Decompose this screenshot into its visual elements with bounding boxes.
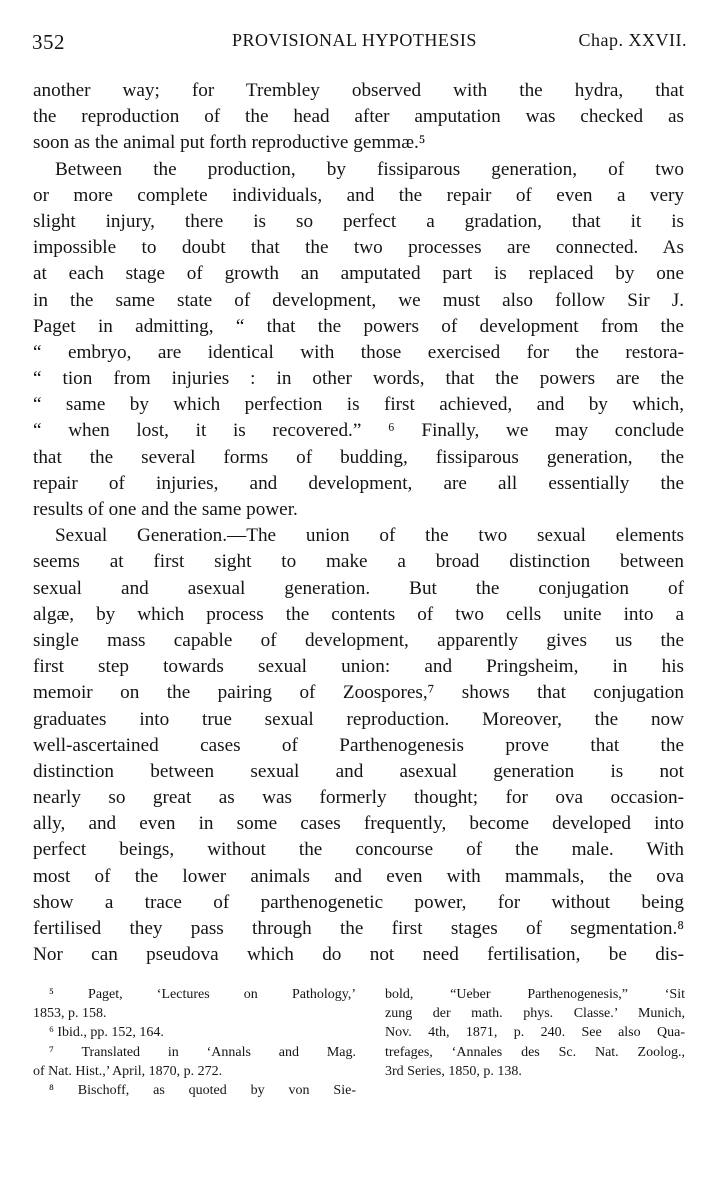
text-line: the reproduction of the head after amputation was checked as (33, 106, 684, 128)
footnote-line: zung der math. phys. Classe.’ Munich, (385, 1006, 685, 1022)
text-line: Sexual Generation.—The union of the two sexual elements (55, 525, 684, 547)
text-line: “ tion from injuries : in other words, that the powers are the (33, 368, 684, 390)
text-line: slight injury, there is so perfect a gradation, that it is (33, 210, 684, 232)
text-line: memoir on the pairing of Zoospores,⁷ shows that conjugation (33, 682, 684, 704)
footnote-line: 1853, p. 158. (33, 1006, 107, 1022)
text-line: “ embryo, are identical with those exercised for the restora- (33, 341, 684, 363)
text-line: nearly so great as was formerly thought; for ova occasion- (33, 787, 684, 809)
text-line: or more complete individuals, and the repair of even a very (33, 184, 684, 206)
text-line: repair of injuries, and development, are all essentially the (33, 472, 684, 494)
text-line: at each stage of growth an amputated part is replaced by one (33, 263, 684, 285)
footnote-line: bold, “Ueber Parthenogenesis,” ‘Sit (385, 987, 685, 1002)
text-line: well-ascertained cases of Parthenogenesis prove that the (33, 734, 684, 756)
text-line: Paget in admitting, “ that the powers of development from the (33, 315, 684, 337)
text-line: distinction between sexual and asexual generation is not (33, 760, 684, 782)
text-line: that the several forms of budding, fissiparous generation, the (33, 446, 684, 468)
page-number: 352 (32, 30, 65, 54)
chapter-label: Chap. XXVII. (578, 30, 687, 50)
text-line: fertilised they pass through the first stages of segmentation.⁸ (33, 918, 684, 939)
text-line: algæ, by which process the contents of two cells unite into a (33, 603, 684, 625)
footnote-line: of Nat. Hist.,’ April, 1870, p. 272. (33, 1063, 223, 1079)
footnote-line: ⁸ Bischoff, as quoted by von Sie- (49, 1082, 356, 1098)
footnotes-right-column (385, 985, 685, 1081)
footnote-line: Nov. 4th, 1871, p. 240. See also Qua- (385, 1025, 685, 1041)
text-line: “ same by which perfection is first achieved, and by which, (33, 394, 684, 416)
text-line: graduates into true sexual reproduction. Moreover, the now (33, 708, 684, 730)
text-line: another way; for Trembley observed with the hydra, that (33, 80, 684, 101)
footnote-line: 3rd Series, 1850, p. 138. (385, 1063, 522, 1079)
text-line: sexual and asexual generation. But the conjugation of (33, 577, 684, 599)
text-line: ally, and even in some cases frequently, become developed into (33, 813, 684, 835)
text-line: seems at first sight to make a broad distinction between (33, 551, 684, 573)
running-title: PROVISIONAL HYPOTHESIS (232, 30, 477, 50)
text-line: most of the lower animals and even with mammals, the ova (33, 865, 684, 887)
text-line: soon as the animal put forth reproductive gemmæ.⁵ (33, 132, 426, 154)
text-line: single mass capable of development, apparently gives us the (33, 629, 684, 651)
text-line: results of one and the same power. (33, 499, 298, 520)
text-line: Nor can pseudova which do not need fertilisation, be dis- (33, 944, 684, 966)
text-line: impossible to doubt that the two processes are connected. As (33, 237, 684, 259)
text-line: first step towards sexual union: and Pringsheim, in his (33, 656, 684, 678)
footnote-line: ⁷ Translated in ‘Annals and Mag. (49, 1044, 356, 1060)
footnote-line: trefages, ‘Annales des Sc. Nat. Zoolog., (385, 1044, 685, 1060)
text-line: perfect beings, without the concourse of the male. With (33, 839, 684, 861)
text-line: in the same state of development, we must also follow Sir J. (33, 289, 684, 311)
footnotes-left-column (33, 985, 356, 1100)
footnote-line: ⁵ Paget, ‘Lectures on Pathology,’ (49, 987, 356, 1002)
body-text (33, 78, 684, 968)
text-line: Between the production, by fissiparous generation, of two (55, 158, 684, 180)
running-header (32, 30, 687, 60)
text-line: show a trace of parthenogenetic power, for without being (33, 891, 684, 913)
text-line: “ when lost, it is recovered.” ⁶ Finally, we may conclude (33, 420, 684, 442)
footnote-line: ⁶ Ibid., pp. 152, 164. (49, 1025, 164, 1041)
